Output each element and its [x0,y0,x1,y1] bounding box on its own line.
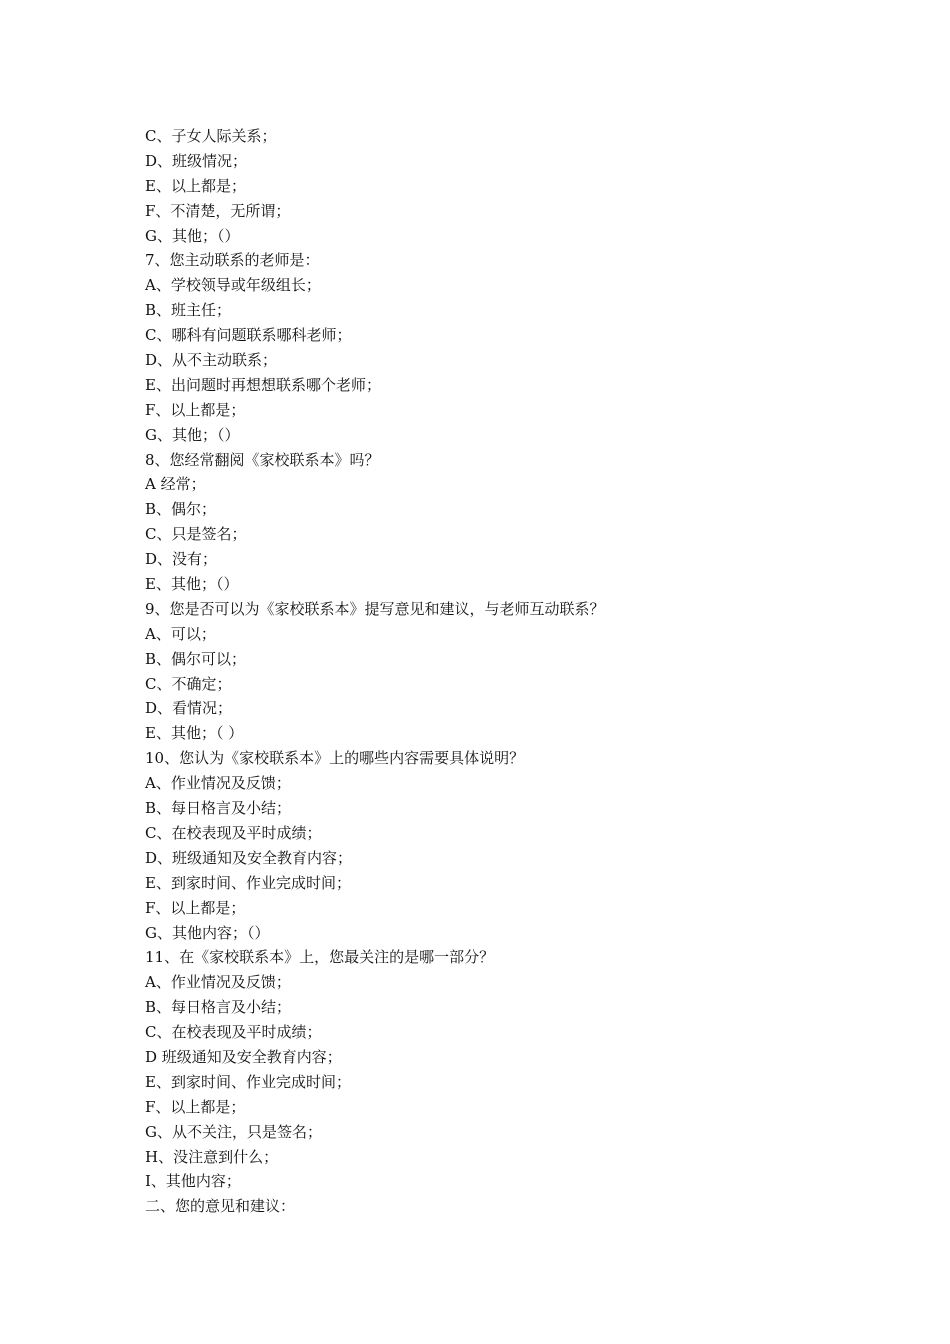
text-line: G、其他；（） [145,425,240,444]
text-line: F、不清楚，无所谓； [145,201,291,220]
text-line: D、没有； [145,550,218,569]
text-line: C、只是签名； [145,525,247,544]
section-heading: 二、您的意见和建议： [145,1197,296,1216]
text-line: A、作业情况及反馈； [145,973,291,992]
text-line: E、出问题时再想想联系哪个老师； [145,375,381,394]
text-line: B、每日格言及小结； [145,998,292,1017]
text-line: C、哪科有问题联系哪科老师； [145,326,352,345]
text-line: A、作业情况及反馈； [145,774,291,793]
document-body [145,124,845,1219]
text-line: B、偶尔可以； [145,649,247,668]
text-line: B、每日格言及小结； [145,799,292,818]
text-line: B、偶尔； [145,500,217,519]
text-line: H、没注意到什么； [145,1147,279,1166]
question-9: 9、您是否可以为《家校联系本》提写意见和建议，与老师互动联系？ [145,599,605,618]
text-line: C、在校表现及平时成绩； [145,823,322,842]
text-line: C、在校表现及平时成绩； [145,1023,322,1042]
text-line: A、学校领导或年级组长； [145,276,321,295]
text-line: E、其他；（） [145,575,239,594]
text-line: D、从不主动联系； [145,351,278,370]
text-line: A 经常； [145,475,206,494]
text-line: G、其他内容；（） [145,923,270,942]
text-line: B、班主任； [145,301,232,320]
text-line: G、从不关注，只是签名； [145,1122,322,1141]
text-line: E、其他；（ ） [145,724,244,743]
text-line: I、其他内容； [145,1172,241,1191]
text-line: C、不确定； [145,674,232,693]
text-line: E、到家时间、作业完成时间； [145,873,351,892]
text-line: D、班级通知及安全教育内容； [145,848,353,867]
text-line: E、到家时间、作业完成时间； [145,1072,351,1091]
text-line: F、以上都是； [145,898,246,917]
text-line: F、以上都是； [145,1097,246,1116]
text-line: E、以上都是； [145,176,246,195]
text-line: D、班级情况； [145,151,248,170]
text-line: F、以上都是； [145,400,246,419]
text-line: A、可以； [145,624,216,643]
text-line: G、其他；（） [145,226,240,245]
question-10: 10、您认为《家校联系本》上的哪些内容需要具体说明？ [145,749,525,768]
question-8: 8、您经常翻阅《家校联系本》吗？ [145,450,380,469]
text-line: D、看情况； [145,699,233,718]
text-line: C、子女人际关系； [145,127,277,145]
question-11: 11、在《家校联系本》上，您最关注的是哪一部分？ [145,948,495,967]
text-line: D 班级通知及安全教育内容； [145,1047,342,1066]
question-7: 7、您主动联系的老师是： [145,251,320,270]
